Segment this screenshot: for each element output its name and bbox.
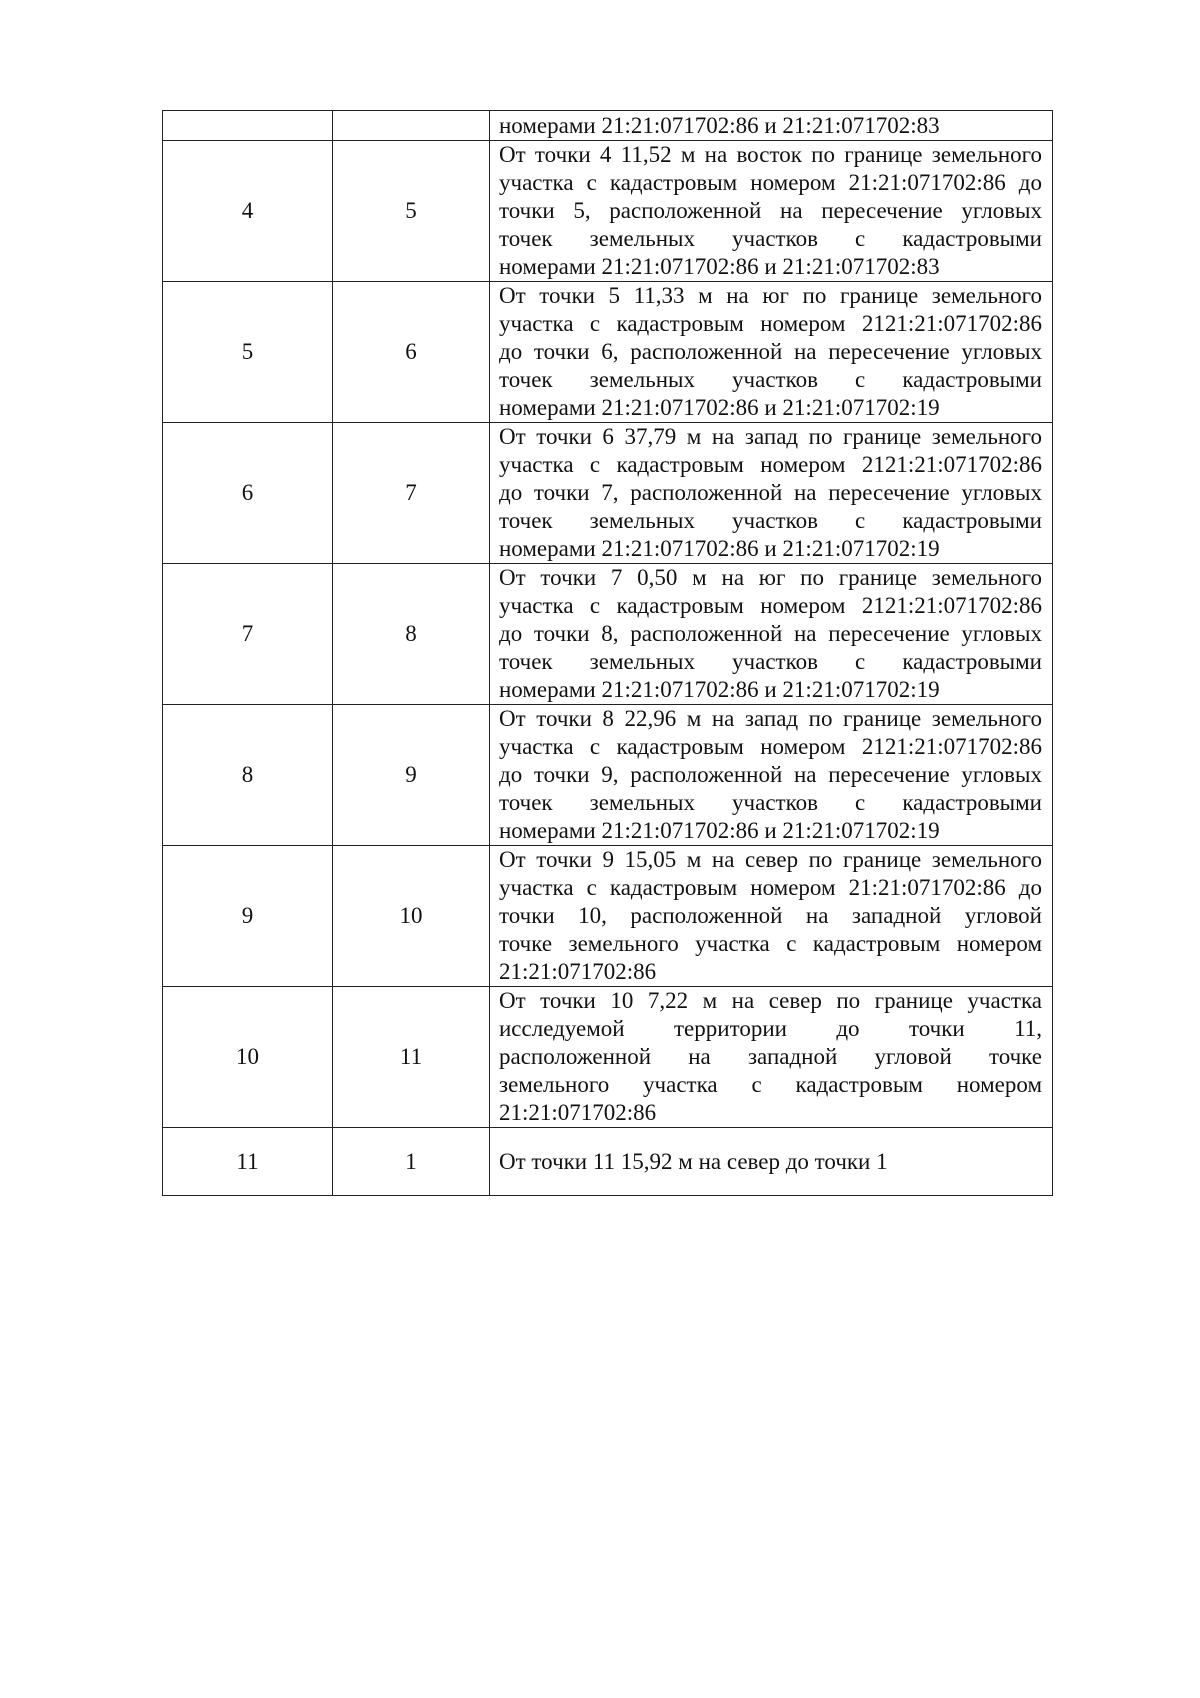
table-row <box>163 705 1053 846</box>
table-row <box>163 846 1053 987</box>
description-line: до точки 6, расположенной на пересечение угловых <box>499 339 1042 364</box>
to-point-cell: 10 <box>333 846 490 987</box>
from-point-cell: 4 <box>163 141 333 282</box>
description-line: участка с кадастровым номером 2121:21:071702:86 <box>499 311 1042 336</box>
boundary-description-table <box>162 110 1053 1196</box>
description-line: номерами 21:21:071702:86 и 21:21:071702:19 <box>499 677 940 702</box>
to-point-cell: 7 <box>333 423 490 564</box>
to-point-cell: 1 <box>333 1128 490 1196</box>
description-line: точек земельных участков с кадастровыми <box>499 649 1042 674</box>
description-line: номерами 21:21:071702:86 и 21:21:071702:19 <box>499 536 940 561</box>
table-row <box>163 564 1053 705</box>
from-point-cell: 8 <box>163 705 333 846</box>
description-line: От точки 5 11,33 м на юг по границе земельного <box>499 283 1042 308</box>
description-line: до точки 7, расположенной на пересечение угловых <box>499 480 1042 505</box>
table-row <box>163 423 1053 564</box>
description-line: участка с кадастровым номером 2121:21:071702:86 <box>499 593 1042 618</box>
to-point-cell: 6 <box>333 282 490 423</box>
description-line: точек земельных участков с кадастровыми <box>499 790 1042 815</box>
description-line: 21:21:071702:86 <box>499 1100 657 1125</box>
from-point-cell: 5 <box>163 282 333 423</box>
description-line: точек земельных участков с кадастровыми <box>499 508 1042 533</box>
from-point-cell <box>163 111 333 141</box>
description-line: участка с кадастровым номером 2121:21:071702:86 <box>499 452 1042 477</box>
from-point-cell: 9 <box>163 846 333 987</box>
from-point-cell: 7 <box>163 564 333 705</box>
description-cell <box>490 705 1053 846</box>
description-line: От точки 7 0,50 м на юг по границе земельного <box>499 565 1042 590</box>
description-line: расположенной на западной угловой точке <box>499 1044 1042 1069</box>
description-cell <box>490 141 1053 282</box>
description-cell <box>490 423 1053 564</box>
to-point-cell <box>333 111 490 141</box>
description-cell <box>490 846 1053 987</box>
table-row <box>163 1128 1053 1196</box>
to-point-cell: 11 <box>333 987 490 1128</box>
description-line: точки 10, расположенной на западной угловой <box>499 903 1042 928</box>
description-line: номерами 21:21:071702:86 и 21:21:071702:19 <box>499 818 940 843</box>
description-line: От точки 10 7,22 м на север по границе участка <box>499 988 1042 1013</box>
from-point-cell: 6 <box>163 423 333 564</box>
description-line: до точки 8, расположенной на пересечение угловых <box>499 621 1042 646</box>
table-row <box>163 987 1053 1128</box>
description-line: От точки 11 15,92 м на север до точки 1 <box>499 1148 888 1174</box>
table-row <box>163 111 1053 141</box>
description-line: точек земельных участков с кадастровыми <box>499 226 1042 251</box>
description-line: точки 5, расположенной на пересечение угловых <box>499 198 1042 223</box>
from-point-cell: 10 <box>163 987 333 1128</box>
description-line: участка с кадастровым номером 21:21:071702:86 до <box>499 875 1042 900</box>
description-line: точек земельных участков с кадастровыми <box>499 367 1042 392</box>
table-row <box>163 282 1053 423</box>
description-line: исследуемой территории до точки 11, <box>499 1016 1042 1041</box>
description-line: От точки 6 37,79 м на запад по границе земельного <box>499 424 1042 449</box>
description-line: участка с кадастровым номером 2121:21:071702:86 <box>499 734 1042 759</box>
description-line: до точки 9, расположенной на пересечение угловых <box>499 762 1042 787</box>
description-line: номерами 21:21:071702:86 и 21:21:071702:19 <box>499 395 940 420</box>
description-line: От точки 8 22,96 м на запад по границе земельного <box>499 706 1042 731</box>
description-line: От точки 4 11,52 м на восток по границе земельного <box>499 142 1042 167</box>
description-line: земельного участка с кадастровым номером <box>499 1072 1042 1097</box>
description-line: номерами 21:21:071702:86 и 21:21:071702:83 <box>499 254 940 279</box>
description-line: От точки 9 15,05 м на север по границе земельного <box>499 847 1042 872</box>
description-cell <box>490 987 1053 1128</box>
description-cell <box>490 111 1053 141</box>
description-line: участка с кадастровым номером 21:21:071702:86 до <box>499 170 1042 195</box>
to-point-cell: 9 <box>333 705 490 846</box>
table-row <box>163 141 1053 282</box>
description-line: 21:21:071702:86 <box>499 959 657 984</box>
to-point-cell: 8 <box>333 564 490 705</box>
from-point-cell: 11 <box>163 1128 333 1196</box>
to-point-cell: 5 <box>333 141 490 282</box>
description-cell <box>490 564 1053 705</box>
description-line: номерами 21:21:071702:86 и 21:21:071702:83 <box>499 112 940 138</box>
description-line: точке земельного участка с кадастровым номером <box>499 931 1042 956</box>
description-cell <box>490 1128 1053 1196</box>
description-cell <box>490 282 1053 423</box>
